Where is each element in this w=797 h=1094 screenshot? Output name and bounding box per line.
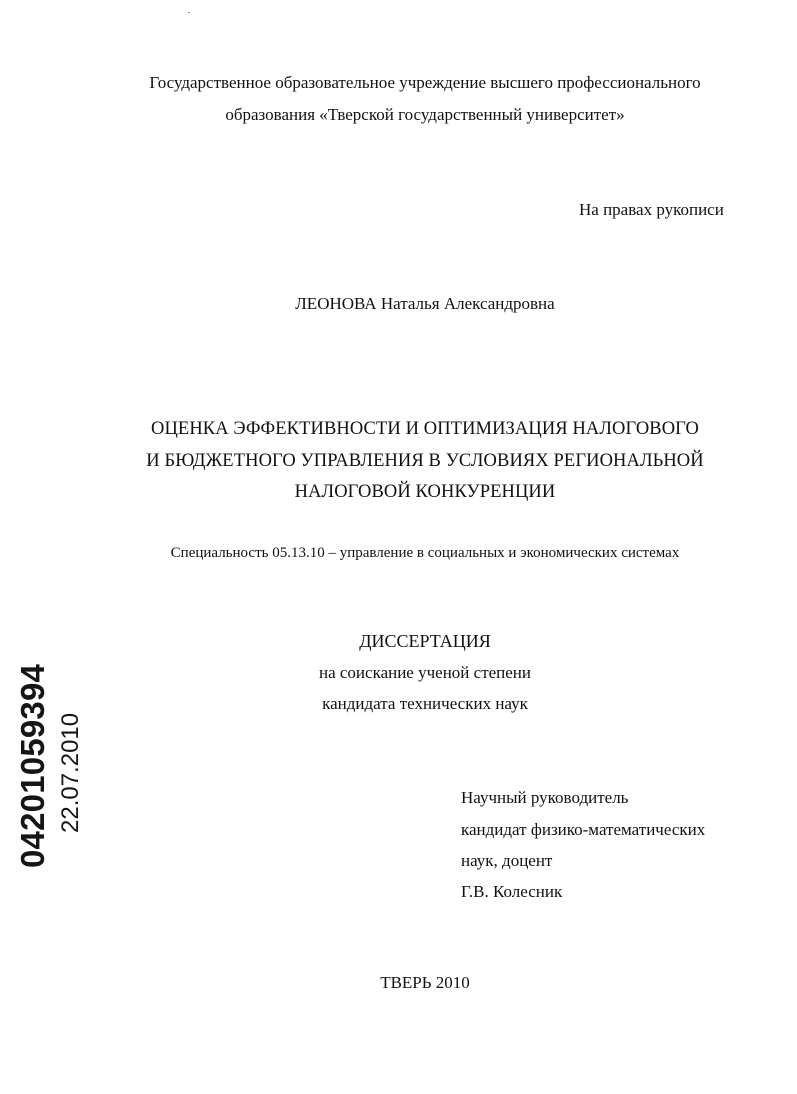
institution-line-1: Государственное образовательное учреждение высшего профессионального: [149, 73, 701, 92]
library-stamp-date: 22.07.2010: [57, 712, 84, 833]
city-year: ТВЕРЬ 2010: [380, 973, 470, 992]
scan-speck: [188, 12, 190, 13]
dissertation-title-line-3: НАЛОГОВОЙ КОНКУРЕНЦИИ: [294, 482, 556, 502]
author-name: ЛЕОНОВА Наталья Александровна: [295, 294, 555, 313]
dissertation-title-line-2: И БЮДЖЕТНОГО УПРАВЛЕНИЯ В УСЛОВИЯХ РЕГИОНАЛЬНОЙ: [146, 451, 704, 471]
supervisor-role: Научный руководитель: [461, 788, 629, 807]
library-stamp-number: 04201059394: [14, 663, 51, 868]
supervisor-degree: кандидат физико-математических: [461, 820, 706, 839]
manuscript-note: На правах рукописи: [579, 200, 724, 219]
specialty: Специальность 05.13.10 – управление в социальных и экономических системах: [170, 545, 680, 561]
supervisor-name: Г.В. Колесник: [461, 882, 563, 901]
document-type-heading: ДИССЕРТАЦИЯ: [359, 631, 491, 651]
institution-line-2: образования «Тверской государственный университет»: [225, 105, 625, 124]
degree-line-2: кандидата технических наук: [322, 694, 528, 713]
degree-line-1: на соискание ученой степени: [318, 663, 532, 682]
dissertation-title-line-1: ОЦЕНКА ЭФФЕКТИВНОСТИ И ОПТИМИЗАЦИЯ НАЛОГОВОГО: [151, 419, 699, 439]
supervisor-title: наук, доцент: [461, 851, 553, 870]
